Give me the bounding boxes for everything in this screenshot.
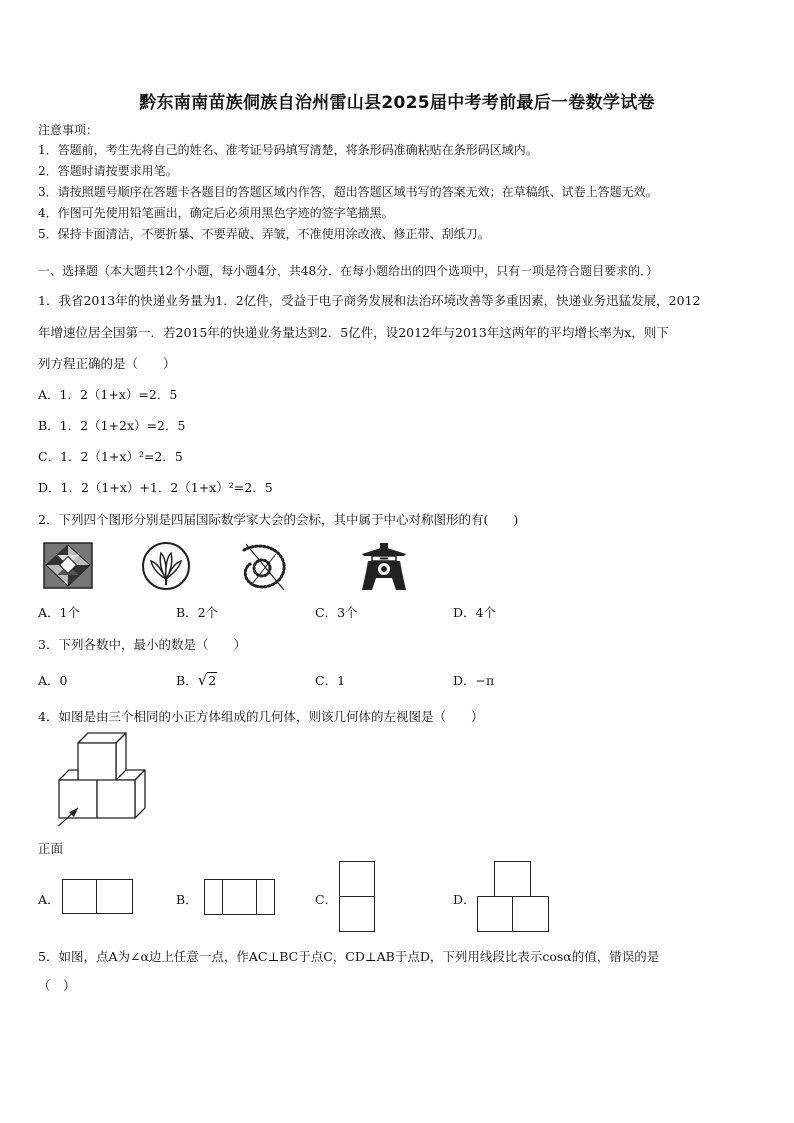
- congress-logo-3-dotted-spiral: [238, 540, 290, 592]
- q2-option-d: D．4个: [453, 605, 496, 620]
- q2-stem: 2．下列四个图形分别是四届国际数学家大会的会标，其中属于中心对称图形的有( ): [38, 512, 519, 527]
- congress-logo-2-circle-fan: [141, 541, 191, 591]
- q1-line2: 年增速位居全国第一．若2015年的快递业务量达到2．5亿件，设2012年与2013年这两年的平均增长率为x，则下: [38, 325, 669, 340]
- front-view-label: 正面: [38, 841, 64, 856]
- q1-option-c: C．1．2（1+x）²=2．5: [38, 449, 183, 464]
- q3-option-b: [176, 671, 217, 689]
- q5-line1: 5．如图，点A为∠α边上任意一点，作AC⊥BC于点C，CD⊥AB于点D，下列用线段比表示cosα的值，错误的是: [38, 949, 660, 964]
- q4-option-c-square-top: [339, 861, 375, 898]
- q2-option-b: B．2个: [176, 605, 219, 620]
- q3-stem: 3．下列各数中，最小的数是（ ）: [38, 637, 246, 652]
- q3-option-b-label: B．: [176, 673, 198, 688]
- q4-option-a-square-right: [96, 879, 133, 914]
- notes-list: [38, 140, 658, 245]
- sqrt-symbol: √: [197, 671, 208, 689]
- q4-solid-figure: [38, 730, 153, 826]
- q4-option-d-square-bottom-right: [512, 896, 549, 932]
- note-item: 3．请按照题号顺序在答题卡各题目的答题区域内作答，超出答题区域书写的答案无效；在草稿纸、试卷上答题无效。: [38, 185, 658, 199]
- notes-heading: 注意事项：: [38, 123, 99, 137]
- q3-option-c: C．1: [315, 673, 346, 688]
- q4-option-c-square-bottom: [339, 896, 375, 932]
- note-item: 4．作图可先使用铅笔画出，确定后必须用黑色字迹的签字笔描黑。: [38, 206, 394, 220]
- q2-option-c: C．3个: [315, 605, 358, 620]
- q1-option-a: A．1．2（1+x）=2．5: [38, 387, 178, 402]
- q5-line2: （ ）: [38, 978, 76, 993]
- sqrt-radicand: 2: [208, 673, 217, 688]
- note-item: 1．答题前，考生先将自己的姓名、准考证号码填写清楚，将条形码准确粘贴在条形码区域内。: [38, 143, 538, 157]
- q4-option-d-label: D．: [453, 892, 476, 907]
- q2-option-a: A．1个: [38, 605, 80, 620]
- q4-option-b-cell-middle: [222, 879, 258, 915]
- q3-option-a: A．0: [38, 673, 68, 688]
- q4-option-a-label: A．: [38, 892, 60, 907]
- q1-option-d: D．1．2（1+x）+1．2（1+x）²=2．5: [38, 480, 273, 495]
- q4-stem: 4．如图是由三个相同的小正方体组成的几何体，则该几何体的左视图是（ ）: [38, 709, 484, 724]
- note-item: 5．保持卡面清洁，不要折暴、不要弄破、弄皱，不准使用涂改液、修正带、刮纸刀。: [38, 227, 490, 241]
- q4-option-c-label: C．: [315, 892, 338, 907]
- congress-logo-1-pinwheel: [43, 542, 93, 589]
- q4-option-b-label: B．: [176, 892, 198, 907]
- q3-option-d: D．−π: [453, 673, 495, 688]
- congress-logo-4-pagoda: [358, 542, 410, 592]
- q4-option-d-square-top: [494, 861, 531, 898]
- q4-option-d-square-bottom-left: [477, 896, 514, 932]
- q4-option-b-cell-right: [256, 879, 275, 915]
- note-item: 2．答题时请按要求用笔。: [38, 164, 178, 178]
- page-title: 黔东南南苗族侗族自治州雷山县2025届中考考前最后一卷数学试卷: [139, 93, 655, 113]
- q4-option-b-cell-left: [204, 879, 224, 915]
- q1-line3: 列方程正确的是（ ）: [38, 356, 176, 371]
- q4-option-a-square-left: [62, 879, 97, 914]
- q1-option-b: B．1．2（1+2x）=2．5: [38, 418, 186, 433]
- q1-line1: 1．我省2013年的快递业务量为1．2亿件，受益于电子商务发展和法治环境改善等多重因素，快递业务迅猛发展，2012: [38, 293, 701, 308]
- section-heading: 一、选择题（本大题共12个小题，每小题4分，共48分．在每小题给出的四个选项中，只有一项是符合题目要求的．）: [38, 264, 659, 278]
